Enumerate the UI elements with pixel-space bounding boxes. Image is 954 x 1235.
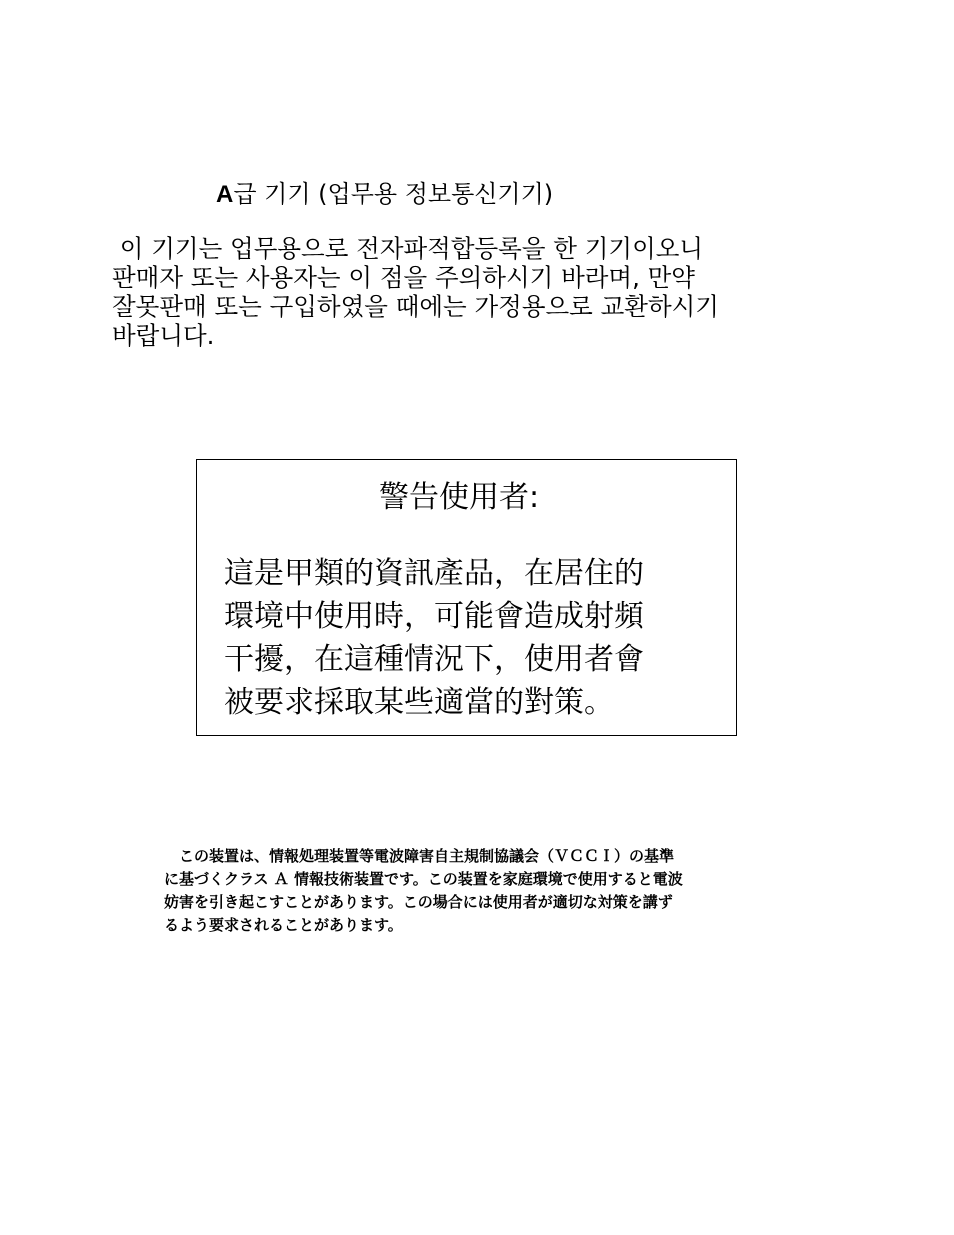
taiwan-warning-body: [224, 552, 644, 724]
korea-notice-body: [112, 234, 832, 350]
vcci-notice-line: この装置は、情報処理装置等電波障害自主規制協議会（ＶＣＣＩ）の基準: [164, 847, 675, 865]
korea-notice-title-text: 급 기기 (업무용 정보통신기기): [233, 180, 554, 208]
japan-vcci-notice: [164, 845, 784, 937]
taiwan-warning-line: 被要求採取某些適當的對策。: [224, 685, 614, 720]
taiwan-warning-heading: 警告使用者:: [379, 480, 540, 515]
taiwan-warning-line: 這是甲類的資訊產品，在居住的: [224, 556, 644, 591]
vcci-notice-line: るよう要求されることがあります。: [164, 916, 403, 934]
korea-notice-title: [216, 178, 553, 211]
korea-class-a-notice: [110, 170, 832, 358]
korea-notice-line: 판매자 또는 사용자는 이 점을 주의하시기 바라며, 만약: [112, 263, 695, 292]
korea-notice-line: 잘못판매 또는 구입하였을 때에는 가정용으로 교환하시기: [112, 292, 719, 321]
taiwan-warning-line: 環境中使用時，可能會造成射頻: [224, 599, 644, 634]
vcci-notice-line: に基づくクラス Ａ 情報技術装置です。この装置を家庭環境で使用すると電波: [164, 870, 683, 888]
korea-notice-title-class-letter: A: [216, 181, 234, 208]
vcci-notice-line: 妨害を引き起こすことがあります。この場合には使用者が適切な対策を講ず: [164, 893, 673, 911]
taiwan-warning-line: 干擾，在這種情況下，使用者會: [224, 642, 644, 677]
korea-notice-line: 이 기기는 업무용으로 전자파적합등록을 한 기기이오니: [112, 234, 704, 263]
taiwan-bsmi-warning-box: [196, 459, 737, 736]
korea-notice-line: 바랍니다.: [112, 321, 215, 350]
